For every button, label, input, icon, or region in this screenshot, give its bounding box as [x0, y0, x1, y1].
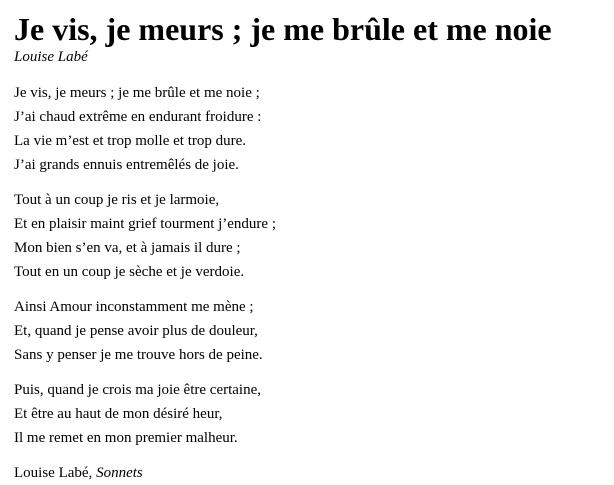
stanza-2 — [14, 188, 600, 284]
verse-line: Tout à un coup je ris et je larmoie, — [14, 192, 220, 208]
verse-line: Il me remet en mon premier malheur. — [14, 430, 238, 446]
verse-line: Ainsi Amour inconstamment me mène ; — [14, 299, 254, 315]
verse-line: Puis, quand je crois ma joie être certaine, — [14, 382, 261, 398]
verse-line: La vie m’est et trop molle et trop dure. — [14, 133, 247, 149]
stanza-1 — [14, 81, 600, 177]
verse-line: Je vis, je meurs ; je me brûle et me noie ; — [14, 85, 260, 101]
poem-title: Je vis, je meurs ; je me brûle et me noie — [14, 11, 552, 47]
citation-author: Louise Labé, — [14, 465, 93, 481]
verse-line: Et être au haut de mon désiré heur, — [14, 406, 223, 422]
verse-line: J’ai chaud extrême en endurant froidure : — [14, 109, 262, 125]
stanza-3 — [14, 295, 600, 367]
stanza-4 — [14, 378, 600, 450]
verse-line: Et en plaisir maint grief tourment j’endure ; — [14, 216, 277, 232]
verse-line: Mon bien s’en va, et à jamais il dure ; — [14, 240, 241, 256]
poem-author: Louise Labé — [14, 49, 88, 65]
verse-line: Et, quand je pense avoir plus de douleur, — [14, 323, 258, 339]
citation — [14, 461, 600, 485]
verse-line: Tout en un coup je sèche et je verdoie. — [14, 264, 245, 280]
verse-line: Sans y penser je me trouve hors de peine. — [14, 347, 263, 363]
verse-line: J’ai grands ennuis entremêlés de joie. — [14, 157, 239, 173]
citation-work: Sonnets — [96, 465, 143, 481]
